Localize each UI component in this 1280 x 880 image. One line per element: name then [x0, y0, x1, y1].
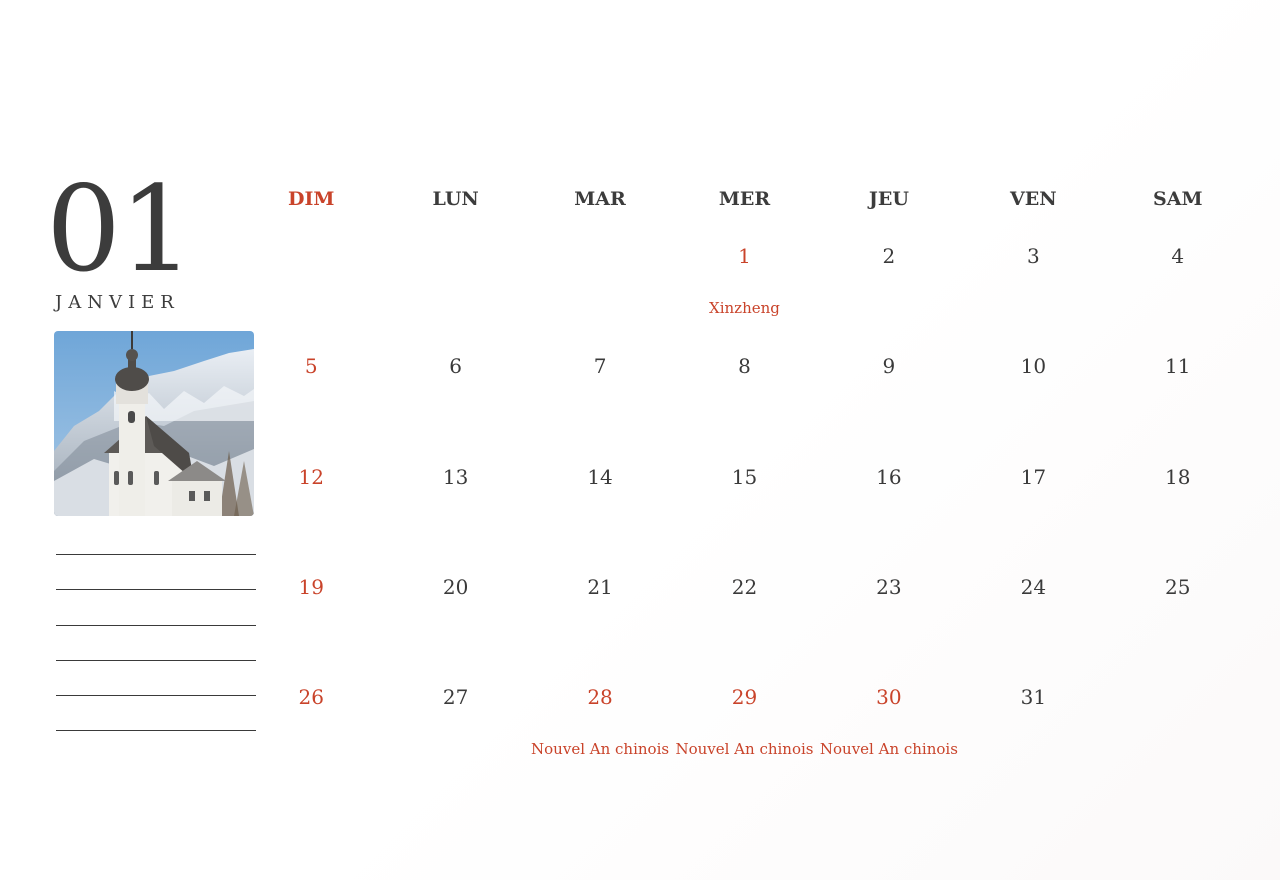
day-cell — [239, 443, 383, 553]
day-cell — [817, 332, 961, 442]
day-cell — [528, 332, 672, 442]
notes-lines — [56, 554, 256, 766]
day-cell — [528, 663, 672, 773]
day-cell — [672, 332, 816, 442]
day-cell — [961, 663, 1105, 773]
day-number: 20 — [442, 574, 469, 599]
weekday-mon: LUN — [432, 188, 479, 210]
day-number: 15 — [731, 464, 758, 489]
day-cell — [817, 553, 961, 663]
weekday-fri: VEN — [1010, 188, 1057, 210]
day-cell — [961, 443, 1105, 553]
alpine-church-photo — [54, 331, 254, 516]
weekday-thu: JEU — [868, 188, 909, 210]
day-number: 12 — [298, 464, 324, 489]
day-number: 25 — [1165, 574, 1191, 599]
note-line — [56, 660, 256, 695]
day-cell — [672, 443, 816, 553]
note-line — [56, 695, 256, 730]
week-row — [239, 222, 1250, 332]
day-cell — [239, 553, 383, 663]
month-number: 01 — [46, 160, 193, 298]
day-number: 18 — [1165, 464, 1191, 489]
day-number: 30 — [876, 685, 902, 710]
day-cell — [1106, 332, 1250, 442]
day-number: 11 — [1165, 354, 1191, 379]
week-row — [239, 663, 1250, 773]
day-number: 13 — [442, 464, 469, 489]
day-number: 24 — [1020, 574, 1047, 599]
day-cell — [1106, 443, 1250, 553]
day-number: 27 — [442, 685, 469, 710]
day-number: 9 — [882, 354, 896, 379]
week-row — [239, 443, 1250, 553]
weekday-sun: DIM — [288, 188, 335, 210]
day-number: 16 — [876, 464, 902, 489]
day-number: 22 — [731, 574, 758, 599]
day-number: 1 — [738, 244, 751, 268]
day-cell — [961, 332, 1105, 442]
weekday-wed: MER — [718, 188, 771, 210]
note-line — [56, 589, 256, 624]
day-cell — [239, 222, 383, 332]
holiday-label: Nouvel An chinois — [675, 740, 814, 759]
day-cell — [528, 222, 672, 332]
day-cell — [383, 443, 527, 553]
day-number: 2 — [882, 244, 896, 268]
day-cell — [817, 663, 961, 773]
day-number: 29 — [731, 685, 758, 710]
holiday-label: Nouvel An chinois — [531, 740, 670, 759]
day-number: 28 — [587, 685, 613, 710]
day-cell — [817, 222, 961, 332]
holiday-label: Nouvel An chinois — [819, 740, 958, 759]
day-number: 4 — [1171, 244, 1185, 268]
day-cell — [383, 663, 527, 773]
weekday-header — [239, 180, 1250, 222]
day-number: 6 — [449, 354, 462, 379]
day-cell — [961, 553, 1105, 663]
day-number: 10 — [1020, 354, 1047, 379]
weekday-sat: SAM — [1152, 188, 1203, 210]
day-cell — [528, 553, 672, 663]
day-cell — [383, 553, 527, 663]
day-cell — [961, 222, 1105, 332]
holiday-label: Xinzheng — [709, 299, 780, 317]
weeks-container — [239, 222, 1250, 773]
day-cell — [383, 222, 527, 332]
day-number: 31 — [1020, 685, 1047, 710]
day-cell — [528, 443, 672, 553]
day-cell — [1106, 663, 1250, 773]
day-number: 5 — [304, 354, 318, 379]
day-number: 14 — [587, 464, 613, 489]
note-line — [56, 554, 256, 589]
weekday-tue: MAR — [574, 188, 626, 210]
day-cell — [672, 222, 816, 332]
day-number: 8 — [738, 354, 751, 379]
week-row — [239, 553, 1250, 663]
day-cell — [239, 663, 383, 773]
day-number: 17 — [1020, 464, 1047, 489]
day-number: 26 — [298, 685, 324, 710]
note-line — [56, 730, 256, 765]
day-cell — [239, 332, 383, 442]
month-name: JANVIER — [55, 292, 180, 313]
day-cell — [672, 553, 816, 663]
day-cell — [1106, 553, 1250, 663]
week-row — [239, 332, 1250, 442]
day-cell — [672, 663, 816, 773]
day-number: 21 — [587, 574, 613, 599]
day-number: 7 — [593, 354, 607, 379]
day-number: 3 — [1026, 244, 1040, 268]
calendar-grid — [239, 180, 1250, 773]
day-cell — [1106, 222, 1250, 332]
day-number: 23 — [876, 574, 902, 599]
note-line — [56, 625, 256, 660]
day-cell — [383, 332, 527, 442]
day-cell — [817, 443, 961, 553]
day-number: 19 — [298, 574, 324, 599]
